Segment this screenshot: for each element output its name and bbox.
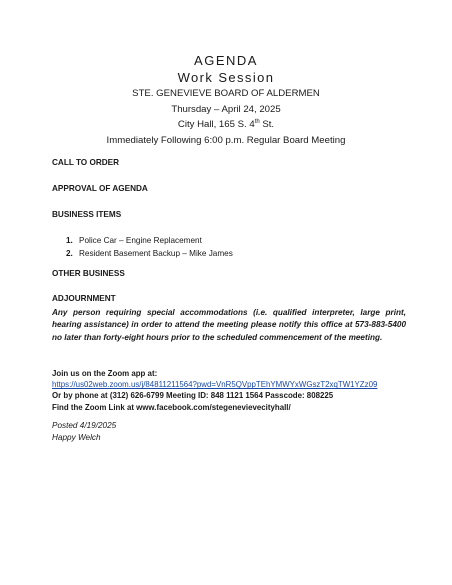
item-text: Police Car – Engine Replacement <box>79 236 202 245</box>
zoom-info <box>52 368 377 413</box>
meeting-location <box>0 117 452 133</box>
agenda-subtitle: Work Session <box>177 70 275 85</box>
location-sup: th <box>254 119 260 125</box>
board-name: STE. GENEVIEVE BOARD OF ALDERMEN <box>132 88 320 99</box>
accommodation-notice: Any person requiring special accommodations (i.e. qualified interpreter, large print, hearing assistance) in order to attend the meeting please notify this office at 573-883-5400 no later than forty-eight hours prior to the scheduled commencement of the meeting. <box>52 308 406 342</box>
posted-date: Posted 4/19/2025 <box>52 421 117 430</box>
zoom-link[interactable]: https://us02web.zoom.us/j/84811211564?pwd=VnR5QVppTEhYMWYxWGszT2xqTW1YZz09 <box>52 380 378 390</box>
zoom-join-text: Join us on the Zoom app at: <box>52 369 158 378</box>
section-approval-of-agenda: APPROVAL OF AGENDA <box>52 184 148 193</box>
section-business-items: BUSINESS ITEMS <box>52 210 122 219</box>
list-item <box>66 248 233 261</box>
location-suffix: St. <box>259 119 275 130</box>
zoom-phone: Or by phone at (312) 626-6799 Meeting ID: 848 1121 1564 Passcode: 808225 <box>52 391 334 401</box>
section-call-to-order: CALL TO ORDER <box>52 158 120 167</box>
section-other-business: OTHER BUSINESS <box>52 269 125 278</box>
item-number: 2. <box>66 248 73 258</box>
meeting-time: Immediately Following 6:00 p.m. Regular Board Meeting <box>106 134 346 146</box>
section-adjournment: ADJOURNMENT <box>52 294 116 303</box>
item-text: Resident Basement Backup – Mike James <box>79 248 233 258</box>
agenda-header <box>0 52 452 148</box>
posted-info <box>52 420 116 444</box>
business-items-list <box>66 235 233 260</box>
posted-by: Happy Welch <box>52 433 101 442</box>
facebook-text: Find the Zoom Link at www.facebook.com/stegenevievecityhall/ <box>52 402 291 412</box>
item-number: 1. <box>66 236 73 245</box>
meeting-date: Thursday – April 24, 2025 <box>171 103 281 115</box>
location-prefix: City Hall, 165 S. 4 <box>177 119 255 130</box>
list-item <box>66 235 233 248</box>
agenda-title: AGENDA <box>194 53 258 68</box>
